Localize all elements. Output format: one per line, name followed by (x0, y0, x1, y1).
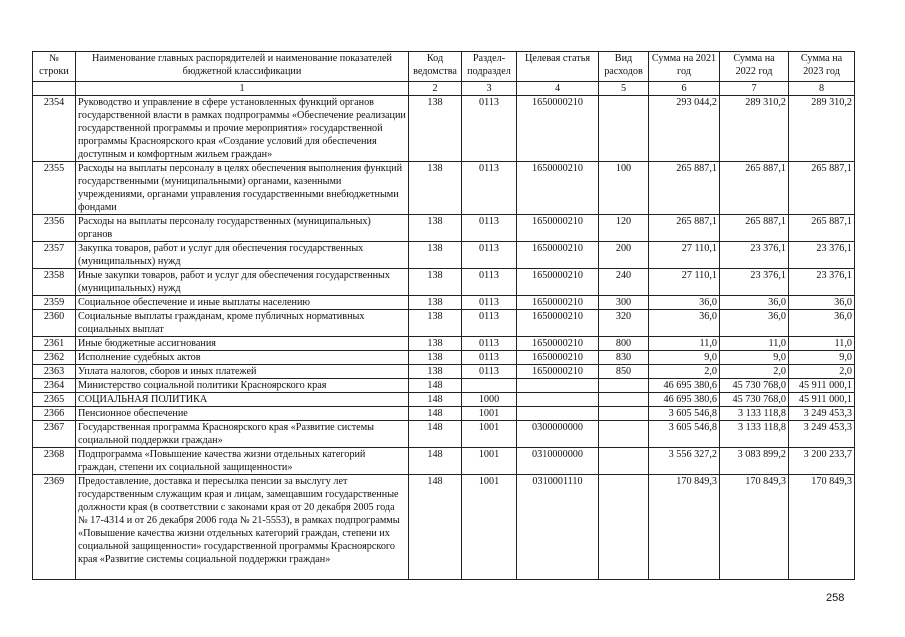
row-ved: 138 (409, 215, 462, 242)
row-sum-2022: 265 887,1 (720, 215, 789, 242)
row-sum-2023: 9,0 (789, 351, 855, 365)
row-razdel: 0113 (462, 337, 517, 351)
row-target: 1650000210 (517, 269, 599, 296)
row-number: 2363 (33, 365, 76, 379)
table-row (33, 242, 855, 269)
row-sum-2022: 11,0 (720, 337, 789, 351)
row-ved: 148 (409, 448, 462, 475)
row-number: 2355 (33, 162, 76, 215)
column-number: 6 (649, 82, 720, 96)
row-name: Государственная программа Красноярского края «Развитие системы социальной поддержки граждан» (76, 421, 409, 448)
row-razdel: 0113 (462, 242, 517, 269)
table-row (33, 421, 855, 448)
row-sum-2021: 2,0 (649, 365, 720, 379)
row-target: 1650000210 (517, 365, 599, 379)
row-sum-2022: 289 310,2 (720, 96, 789, 162)
row-razdel: 1001 (462, 407, 517, 421)
row-sum-2023: 23 376,1 (789, 242, 855, 269)
row-target: 1650000210 (517, 162, 599, 215)
row-sum-2023: 289 310,2 (789, 96, 855, 162)
row-razdel: 0113 (462, 351, 517, 365)
row-vid (599, 421, 649, 448)
table-row (33, 269, 855, 296)
row-target: 0310001110 (517, 475, 599, 580)
row-number: 2358 (33, 269, 76, 296)
row-ved: 138 (409, 242, 462, 269)
column-number-empty (33, 82, 76, 96)
table-row (33, 475, 855, 580)
row-razdel: 1001 (462, 421, 517, 448)
row-number: 2367 (33, 421, 76, 448)
row-sum-2023: 45 911 000,1 (789, 379, 855, 393)
row-target: 1650000210 (517, 337, 599, 351)
row-sum-2023: 170 849,3 (789, 475, 855, 580)
table-row (33, 448, 855, 475)
row-target: 1650000210 (517, 242, 599, 269)
row-vid: 240 (599, 269, 649, 296)
row-number: 2362 (33, 351, 76, 365)
table-row (33, 215, 855, 242)
table-row (33, 162, 855, 215)
row-sum-2021: 36,0 (649, 310, 720, 337)
row-target: 1650000210 (517, 96, 599, 162)
row-sum-2023: 3 200 233,7 (789, 448, 855, 475)
column-number: 7 (720, 82, 789, 96)
row-sum-2023: 2,0 (789, 365, 855, 379)
column-number: 2 (409, 82, 462, 96)
row-ved: 138 (409, 310, 462, 337)
row-number: 2368 (33, 448, 76, 475)
row-sum-2021: 3 556 327,2 (649, 448, 720, 475)
row-sum-2021: 265 887,1 (649, 162, 720, 215)
row-target: 0310000000 (517, 448, 599, 475)
header-sum-2021: Сумма на 2021 год (649, 52, 720, 82)
row-sum-2023: 265 887,1 (789, 215, 855, 242)
column-number: 4 (517, 82, 599, 96)
row-sum-2023: 23 376,1 (789, 269, 855, 296)
row-vid: 830 (599, 351, 649, 365)
row-sum-2023: 11,0 (789, 337, 855, 351)
row-sum-2022: 3 083 899,2 (720, 448, 789, 475)
row-razdel: 0113 (462, 296, 517, 310)
row-target: 1650000210 (517, 351, 599, 365)
row-vid: 100 (599, 162, 649, 215)
row-vid: 200 (599, 242, 649, 269)
row-ved: 148 (409, 379, 462, 393)
header-target: Целевая статья (517, 52, 599, 82)
header-vid: Вид расходов (599, 52, 649, 82)
row-number: 2354 (33, 96, 76, 162)
row-vid: 320 (599, 310, 649, 337)
row-name: Подпрограмма «Повышение качества жизни отдельных категорий граждан, степени их социальной защищенности» (76, 448, 409, 475)
row-ved: 138 (409, 351, 462, 365)
header-ved: Код ведомства (409, 52, 462, 82)
row-number: 2357 (33, 242, 76, 269)
row-name: Министерство социальной политики Красноярского края (76, 379, 409, 393)
row-number: 2359 (33, 296, 76, 310)
budget-table (32, 51, 855, 580)
row-name: Руководство и управление в сфере установленных функций органов государственной власти в рамках подпрограммы «Обеспечение реализации государственной программы и прочие мероприятия» государственной программы Красноярского края «Создание условий для обеспечения доступным и комфортным жильем граждан» (76, 96, 409, 162)
row-razdel: 0113 (462, 215, 517, 242)
row-ved: 138 (409, 269, 462, 296)
row-number: 2365 (33, 393, 76, 407)
row-sum-2023: 36,0 (789, 296, 855, 310)
row-razdel: 1000 (462, 393, 517, 407)
row-sum-2021: 27 110,1 (649, 269, 720, 296)
row-target (517, 393, 599, 407)
header-num: № строки (33, 52, 76, 82)
row-vid: 850 (599, 365, 649, 379)
row-vid (599, 475, 649, 580)
column-number: 3 (462, 82, 517, 96)
column-number: 1 (76, 82, 409, 96)
table-row (33, 365, 855, 379)
row-sum-2021: 3 605 546,8 (649, 421, 720, 448)
row-target (517, 407, 599, 421)
row-ved: 138 (409, 337, 462, 351)
row-sum-2022: 45 730 768,0 (720, 393, 789, 407)
table-row (33, 96, 855, 162)
row-sum-2022: 9,0 (720, 351, 789, 365)
row-name: Иные закупки товаров, работ и услуг для обеспечения государственных (муниципальных) нужд (76, 269, 409, 296)
row-ved: 138 (409, 296, 462, 310)
row-razdel: 1001 (462, 448, 517, 475)
table-row (33, 337, 855, 351)
row-name: Закупка товаров, работ и услуг для обеспечения государственных (муниципальных) нужд (76, 242, 409, 269)
row-vid (599, 96, 649, 162)
row-vid: 120 (599, 215, 649, 242)
row-name: Социальные выплаты гражданам, кроме публичных нормативных социальных выплат (76, 310, 409, 337)
row-target: 1650000210 (517, 310, 599, 337)
column-number-row (33, 82, 855, 96)
row-vid (599, 448, 649, 475)
row-number: 2361 (33, 337, 76, 351)
row-razdel: 0113 (462, 269, 517, 296)
row-razdel: 1001 (462, 475, 517, 580)
row-sum-2021: 27 110,1 (649, 242, 720, 269)
row-number: 2366 (33, 407, 76, 421)
row-ved: 148 (409, 407, 462, 421)
row-target (517, 379, 599, 393)
row-number: 2364 (33, 379, 76, 393)
row-vid: 800 (599, 337, 649, 351)
row-vid (599, 379, 649, 393)
header-name: Наименование главных распорядителей и наименование показателей бюджетной классификации (76, 52, 409, 82)
row-vid (599, 393, 649, 407)
row-number: 2369 (33, 475, 76, 580)
row-sum-2021: 293 044,2 (649, 96, 720, 162)
row-sum-2022: 36,0 (720, 296, 789, 310)
header-razdel: Раздел-подраздел (462, 52, 517, 82)
row-target: 0300000000 (517, 421, 599, 448)
table-row (33, 393, 855, 407)
column-number: 8 (789, 82, 855, 96)
row-target: 1650000210 (517, 215, 599, 242)
row-name: Исполнение судебных актов (76, 351, 409, 365)
row-ved: 138 (409, 365, 462, 379)
row-sum-2022: 265 887,1 (720, 162, 789, 215)
row-number: 2360 (33, 310, 76, 337)
table-row (33, 351, 855, 365)
row-vid (599, 407, 649, 421)
row-ved: 138 (409, 162, 462, 215)
row-sum-2021: 3 605 546,8 (649, 407, 720, 421)
row-sum-2022: 23 376,1 (720, 269, 789, 296)
header-row (33, 52, 855, 82)
budget-sheet (32, 51, 855, 580)
row-name: Уплата налогов, сборов и иных платежей (76, 365, 409, 379)
row-sum-2022: 2,0 (720, 365, 789, 379)
row-razdel (462, 379, 517, 393)
table-row (33, 296, 855, 310)
row-ved: 148 (409, 421, 462, 448)
table-row (33, 407, 855, 421)
row-sum-2023: 3 249 453,3 (789, 421, 855, 448)
row-name: СОЦИАЛЬНАЯ ПОЛИТИКА (76, 393, 409, 407)
row-razdel: 0113 (462, 96, 517, 162)
row-number: 2356 (33, 215, 76, 242)
row-sum-2021: 170 849,3 (649, 475, 720, 580)
row-sum-2021: 46 695 380,6 (649, 393, 720, 407)
row-sum-2023: 3 249 453,3 (789, 407, 855, 421)
row-sum-2022: 3 133 118,8 (720, 421, 789, 448)
row-ved: 148 (409, 475, 462, 580)
row-ved: 148 (409, 393, 462, 407)
row-sum-2022: 36,0 (720, 310, 789, 337)
header-sum-2023: Сумма на 2023 год (789, 52, 855, 82)
row-razdel: 0113 (462, 310, 517, 337)
row-target: 1650000210 (517, 296, 599, 310)
row-sum-2022: 170 849,3 (720, 475, 789, 580)
row-razdel: 0113 (462, 365, 517, 379)
row-vid: 300 (599, 296, 649, 310)
row-name: Пенсионное обеспечение (76, 407, 409, 421)
row-sum-2021: 265 887,1 (649, 215, 720, 242)
row-name: Расходы на выплаты персоналу в целях обеспечения выполнения функций государственными (муниципальными) органами, казенными учреждениями, органами управления государственными внебюджетными фондами (76, 162, 409, 215)
row-sum-2021: 9,0 (649, 351, 720, 365)
row-sum-2022: 3 133 118,8 (720, 407, 789, 421)
row-sum-2022: 45 730 768,0 (720, 379, 789, 393)
row-name: Социальное обеспечение и иные выплаты населению (76, 296, 409, 310)
row-sum-2023: 36,0 (789, 310, 855, 337)
row-name: Расходы на выплаты персоналу государственных (муниципальных) органов (76, 215, 409, 242)
row-sum-2023: 265 887,1 (789, 162, 855, 215)
row-razdel: 0113 (462, 162, 517, 215)
row-sum-2021: 36,0 (649, 296, 720, 310)
row-sum-2021: 11,0 (649, 337, 720, 351)
row-ved: 138 (409, 96, 462, 162)
row-name: Предоставление, доставка и пересылка пенсии за выслугу лет государственным служащим края и лицам, замещавшим государственные должности края (в соответствии с законами края от 20 декабря 2005 года № 17-4314 и от 26 декабря 2006 года № 21-5553), в рамках подпрограммы «Повышение качества жизни отдельных категорий граждан, степени их социальной защищенности» государственной программы Красноярского края «Развитие системы социальной поддержки граждан» (76, 475, 409, 580)
page-number: 258 (826, 592, 845, 604)
row-sum-2023: 45 911 000,1 (789, 393, 855, 407)
header-sum-2022: Сумма на 2022 год (720, 52, 789, 82)
row-sum-2022: 23 376,1 (720, 242, 789, 269)
table-row (33, 379, 855, 393)
column-number: 5 (599, 82, 649, 96)
table-row (33, 310, 855, 337)
row-sum-2021: 46 695 380,6 (649, 379, 720, 393)
row-name: Иные бюджетные ассигнования (76, 337, 409, 351)
